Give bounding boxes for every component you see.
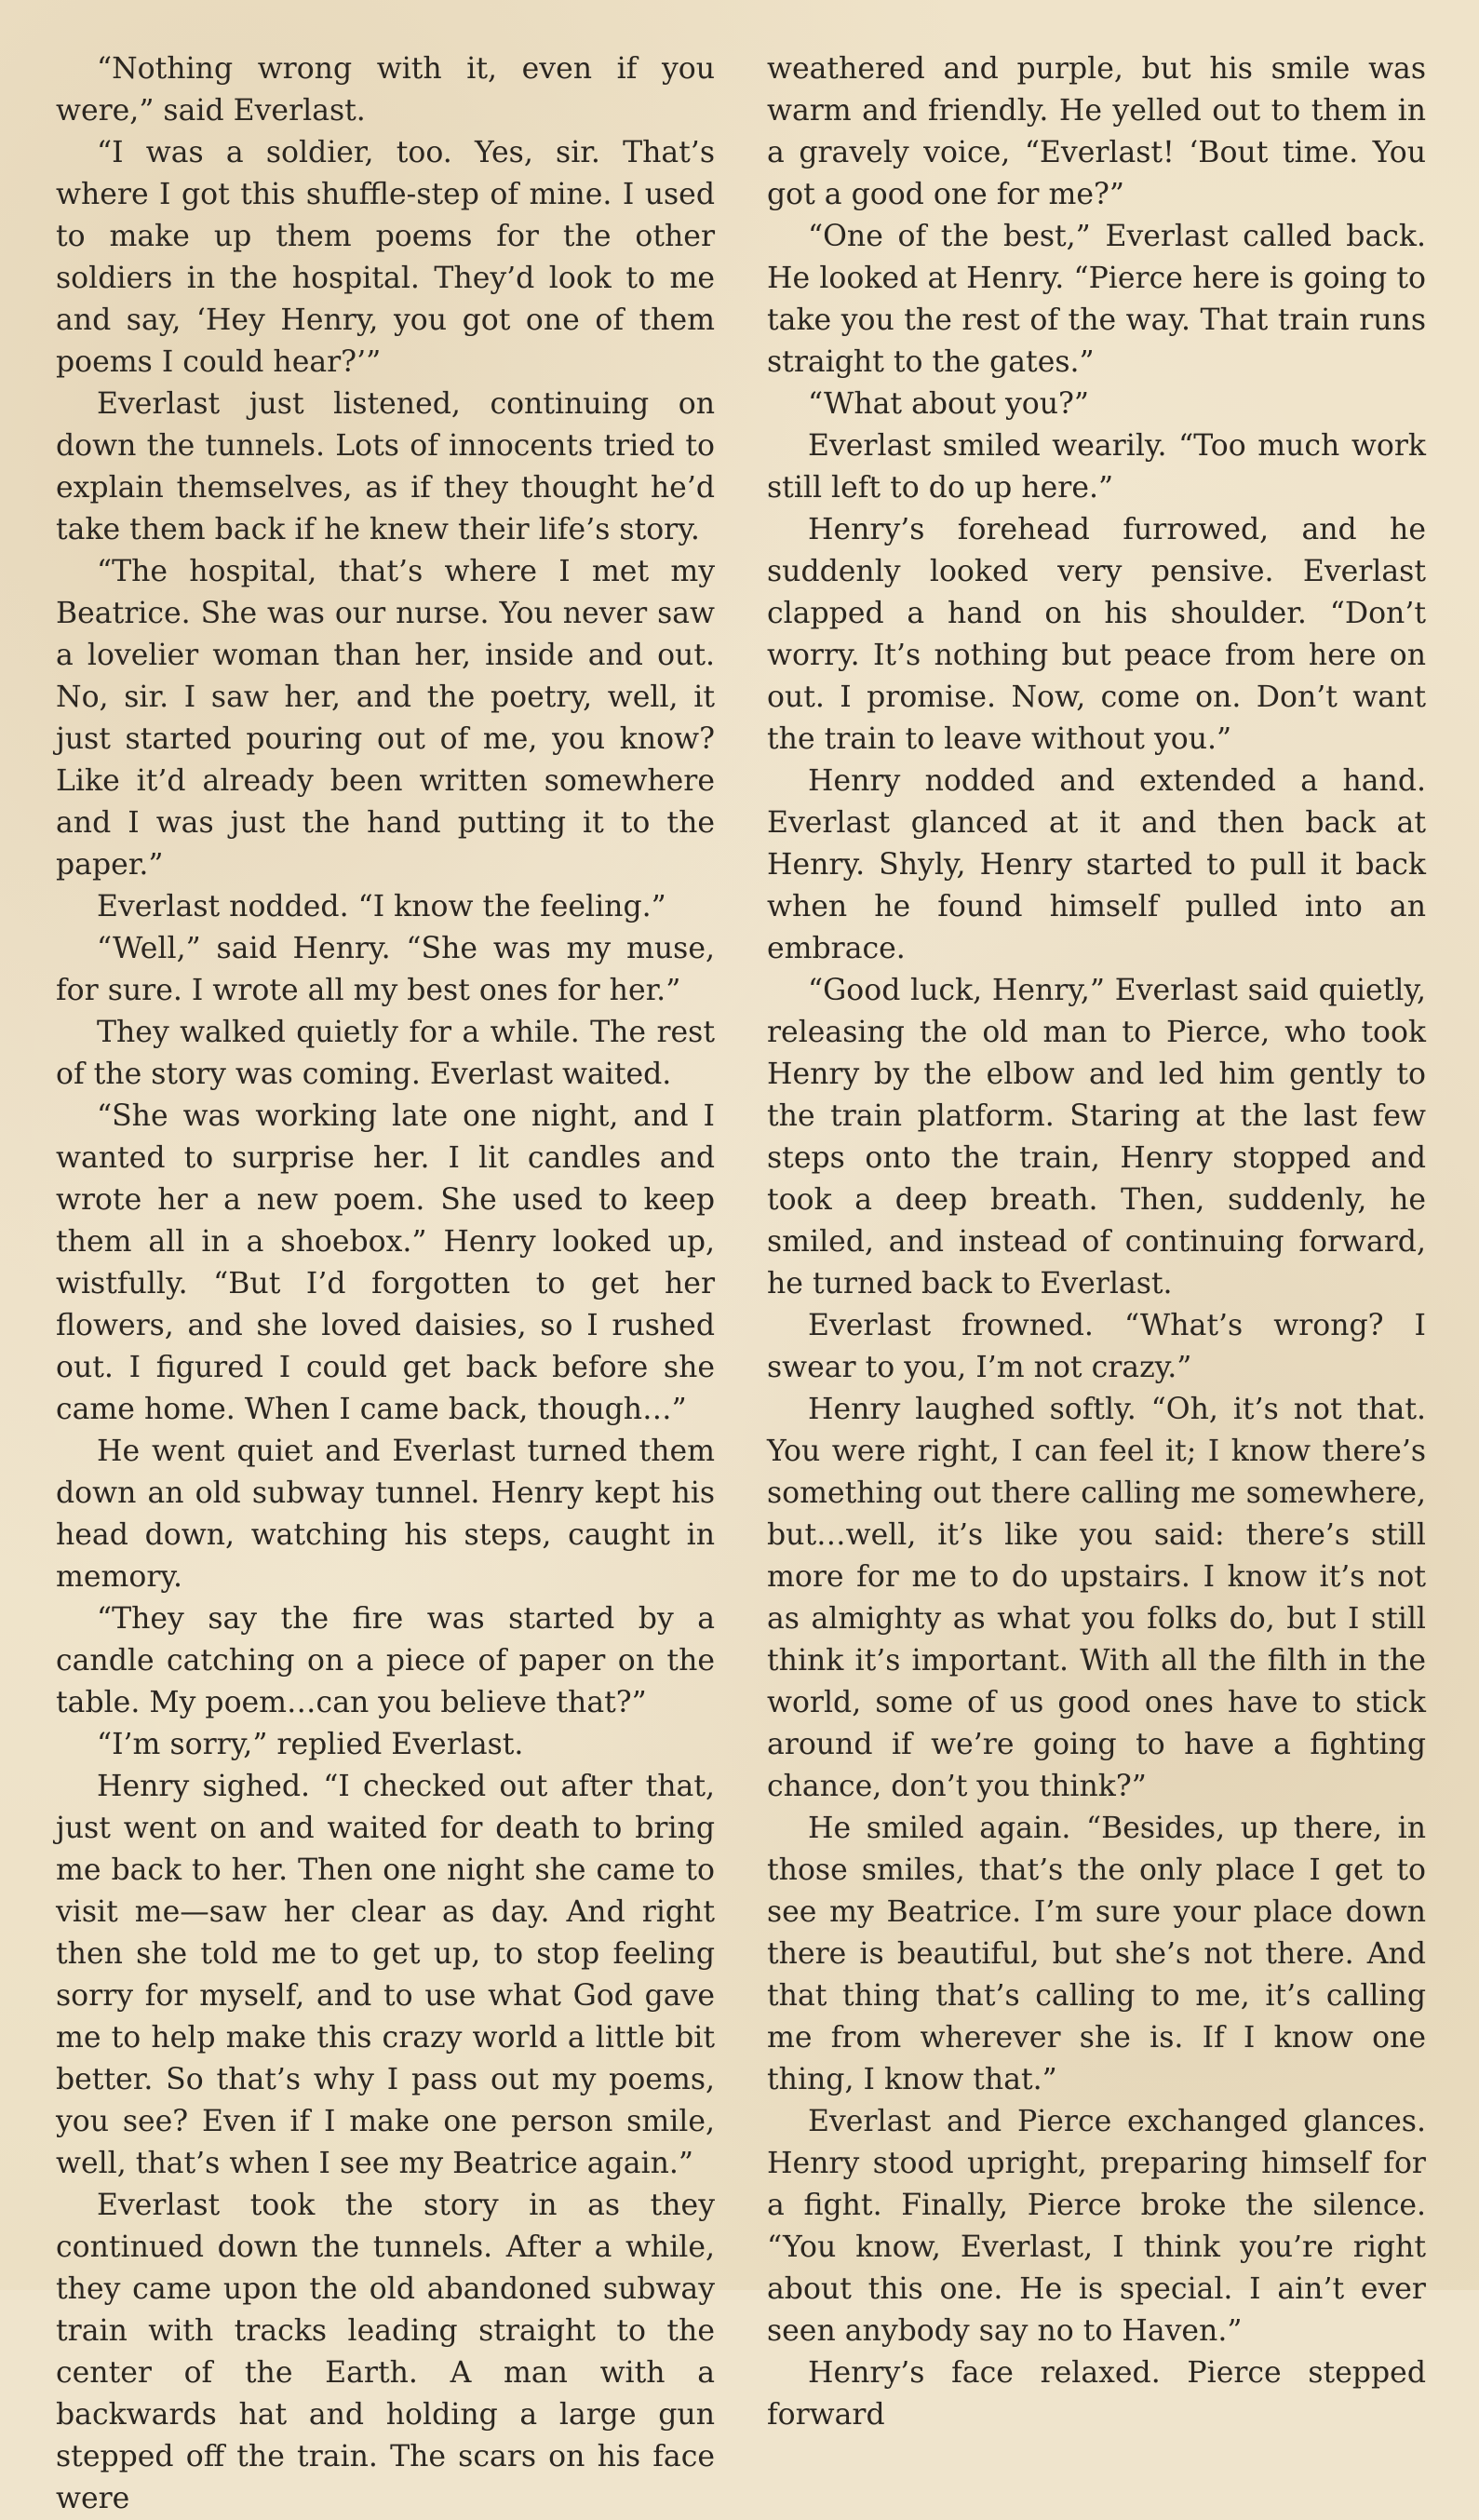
paragraph: “Nothing wrong with it, even if you were,” said Everlast. [56,52,715,128]
paragraph: “Well,” said Henry. “She was my muse, for sure. I wrote all my best ones for her.” [56,932,715,1007]
paragraph: “She was working late one night, and I wanted to surprise her. I lit candles and wrote her a new poem. She used to keep them all in a shoebox.” Henry looked up, wistfully. “But I’d forgotten to get her flowers, and she loved daisies, so I rushed out. I figured I could get back before she came home. When I came back, though…” [56,1099,715,1426]
paragraph: Henry sighed. “I checked out after that, just went on and waited for death to bring me back to her. Then one night she came to visit me—saw her clear as day. And right then she told me to get up, to stop feeling sorry for myself, and to use what God gave me to help make this crazy world a little bit better. So that’s why I pass out my poems, you see? Even if I make one person smile, well, that’s when I see my Beatrice again.” [56,1770,715,2180]
paragraph: Everlast and Pierce exchanged glances. Henry stood upright, preparing himself for a fight. Finally, Pierce broke the silence. “You know, Everlast, I think you’re right about this one. He is special. I ain’t ever seen anybody say no to Haven.” [767,2105,1426,2348]
paragraph: He went quiet and Everlast turned them down an old subway tunnel. Henry kept his head down, watching his steps, caught in memory. [56,1435,715,1594]
paragraph: “I’m sorry,” replied Everlast. [97,1728,524,1761]
paragraph: Henry nodded and extended a hand. Everlast glanced at it and then back at Henry. Shyly, Henry started to pull it back when he found himself pulled into an embrace. [767,764,1426,965]
paragraph: Henry’s forehead furrowed, and he suddenly looked very pensive. Everlast clapped a hand on his shoulder. “Don’t worry. It’s nothing but peace from here on out. I promise. Now, come on. Don’t want the train to leave without you.” [767,513,1426,756]
paragraph: Henry laughed softly. “Oh, it’s not that. You were right, I can feel it; I know there’s something out there calling me somewhere, but…well, it’s like you said: there’s still more for me to do upstairs. I know it’s not as almighty as what you folks do, but I still think it’s important. With all the filth in the world, some of us good ones have to stick around if we’re going to have a fighting chance, don’t you think?” [767,1393,1426,1803]
paragraph: Everlast frowned. “What’s wrong? I swear to you, I’m not crazy.” [767,1309,1426,1384]
paragraph-continued: weathered and purple, but his smile was warm and friendly. He yelled out to them in a gravely voice, “Everlast! ‘Bout time. You got a good one for me?” [767,52,1426,211]
paragraph: He smiled again. “Besides, up there, in those smiles, that’s the only place I get to see my Beatrice. I’m sure your place down there is beautiful, but she’s not there. And that thing that’s calling to me, it’s calling me from wherever she is. If I know one thing, I know that.” [767,1812,1426,2096]
paragraph: “One of the best,” Everlast called back. He looked at Henry. “Pierce here is going to take you the rest of the way. That train runs straight to the gates.” [767,220,1426,379]
paragraph: Everlast smiled wearily. “Too much work still left to do up here.” [767,429,1426,505]
paragraph: “They say the fire was started by a candle catching on a piece of paper on the table. My poem…can you believe that?” [56,1602,715,1719]
paragraph: Everlast nodded. “I know the feeling.” [97,890,666,923]
paragraph: Henry’s face relaxed. Pierce stepped forward [767,2356,1426,2432]
right-text-column [767,48,1426,2436]
left-text-column [56,48,715,2520]
paragraph: “The hospital, that’s where I met my Beatrice. She was our nurse. You never saw a lovelier woman than her, inside and out. No, sir. I saw her, and the poetry, well, it just started pouring out of me, you know? Like it’d already been written somewhere and I was just the hand putting it to the paper.” [56,555,715,882]
paragraph: “I was a soldier, too. Yes, sir. That’s where I got this shuffle-step of mine. I used to make up them poems for the other soldiers in the hospital. They’d look to me and say, ‘Hey Henry, you got one of them poems I could hear?’” [56,136,715,379]
paragraph: “What about you?” [808,387,1090,421]
paragraph: Everlast took the story in as they continued down the tunnels. After a while, they came upon the old abandoned subway train with tracks leading straight to the center of the Earth. A man with a backwards hat and holding a large gun stepped off the train. The scars on his face were [56,2189,715,2515]
paragraph: Everlast just listened, continuing on down the tunnels. Lots of innocents tried to explain themselves, as if they thought he’d take them back if he knew their life’s story. [56,387,715,546]
paragraph: They walked quietly for a while. The rest of the story was coming. Everlast waited. [56,1016,715,1091]
paragraph: “Good luck, Henry,” Everlast said quietly, releasing the old man to Pierce, who took Henry by the elbow and led him gently to the train platform. Staring at the last few steps onto the train, Henry stopped and took a deep breath. Then, suddenly, he smiled, and instead of continuing forward, he turned back to Everlast. [767,974,1426,1300]
